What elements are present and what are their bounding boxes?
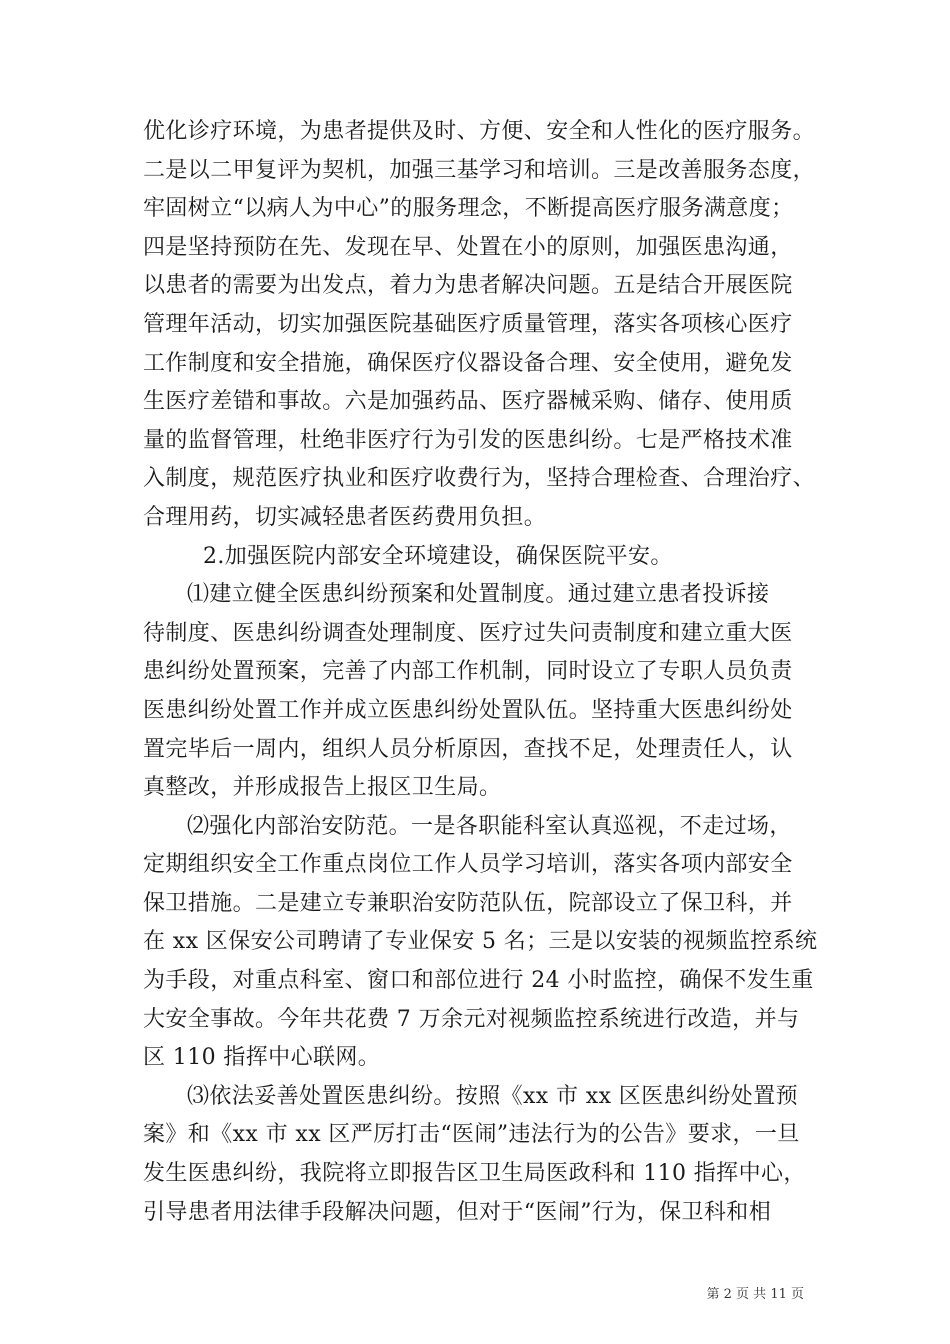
- paragraph-start-line: ⑴建立健全医患纠纷预案和处置制度。通过建立患者投诉接: [187, 582, 770, 608]
- text-line: 医患纠纷处置工作并成立医患纠纷处置队伍。坚持重大医患纠纷处: [143, 697, 793, 723]
- page-number: 第 2 页 共 11 页: [706, 1287, 804, 1302]
- text-line: 定期组织安全工作重点岗位工作人员学习培训，落实各项内部安全: [143, 852, 793, 878]
- text-line: 管理年活动，切实加强医院基础医疗质量管理，落实各项核心医疗: [143, 311, 793, 337]
- text-line: 优化诊疗环境，为患者提供及时、方便、安全和人性化的医疗服务。: [143, 119, 816, 144]
- body-text: [143, 113, 823, 1232]
- text-line: 牢固树立“以病人为中心”的服务理念，不断提高医疗服务满意度；: [143, 196, 794, 222]
- text-line: 入制度，规范医疗执业和医疗收费行为，坚持合理检查、合理治疗、: [143, 466, 816, 492]
- text-line: 在 xx 区保安公司聘请了专业保安 5 名；三是以安装的视频监控系统: [143, 929, 818, 955]
- text-line: 四是坚持预防在先、发现在早、处置在小的原则，加强医患沟通，: [143, 234, 793, 260]
- text-line: 保卫措施。二是建立专兼职治安防范队伍，院部设立了保卫科，并: [143, 890, 793, 916]
- text-line: 患纠纷处置预案，完善了内部工作机制，同时设立了专职人员负责: [143, 659, 793, 685]
- text-line: 发生医患纠纷，我院将立即报告区卫生局医政科和 110 指挥中心，: [143, 1161, 806, 1187]
- paragraph-start-line: ⑵强化内部治安防范。一是各职能科室认真巡视，不走过场，: [187, 813, 792, 839]
- text-line: 生医疗差错和事故。六是加强药品、医疗器械采购、储存、使用质: [143, 389, 793, 415]
- text-line: 为手段，对重点科室、窗口和部位进行 24 小时监控，确保不发生重: [143, 968, 814, 994]
- text-line: 区 110 指挥中心联网。: [143, 1045, 381, 1071]
- text-line: 大安全事故。今年共花费 7 万余元对视频监控系统进行改造，并与: [143, 1006, 800, 1032]
- text-line: 待制度、医患纠纷调查处理制度、医疗过失问责制度和建立重大医: [143, 620, 793, 646]
- text-line: 以患者的需要为出发点，着力为患者解决问题。五是结合开展医院: [143, 273, 793, 299]
- text-line: 置完毕后一周内，组织人员分析原因，查找不足，处理责任人，认: [143, 736, 793, 762]
- text-line: 引导患者用法律手段解决问题，但对于“医闹”行为，保卫科和相: [143, 1199, 772, 1225]
- text-line: 量的监督管理，杜绝非医疗行为引发的医患纠纷。七是严格技术准: [143, 427, 793, 453]
- text-line: 工作制度和安全措施，确保医疗仪器设备合理、安全使用，避免发: [143, 350, 793, 376]
- section-heading: 2.加强医院内部安全环境建设，确保医院平安。: [203, 543, 673, 569]
- text-line: 真整改，并形成报告上报区卫生局。: [143, 775, 502, 801]
- text-line: 合理用药，切实减轻患者医药费用负担。: [143, 504, 547, 530]
- paragraph-start-line: ⑶依法妥善处置医患纠纷。按照《xx 市 xx 区医患纠纷处置预: [187, 1083, 799, 1109]
- text-line: 案》和《xx 市 xx 区严厉打击“医闹”违法行为的公告》要求，一旦: [143, 1122, 800, 1148]
- text-line: 二是以二甲复评为契机，加强三基学习和培训。三是改善服务态度，: [143, 157, 816, 183]
